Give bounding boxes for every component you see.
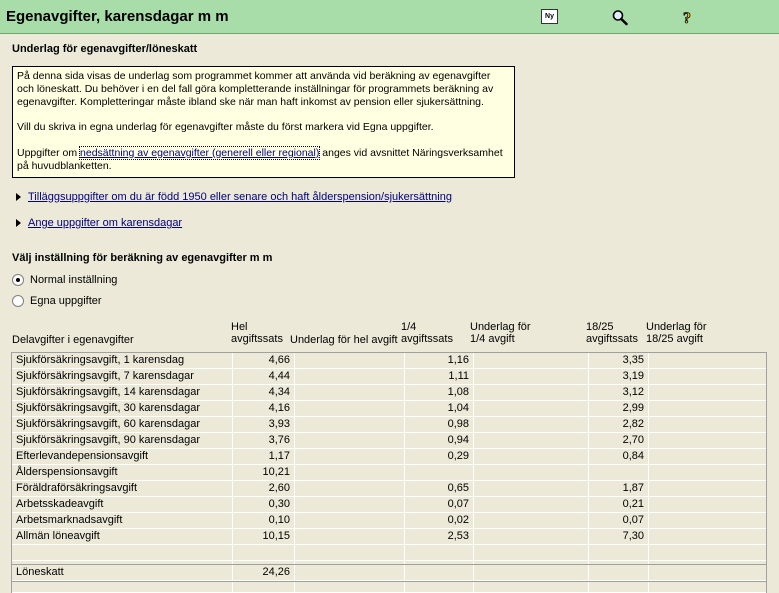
cell-hel-avgiftssats: 3,93 bbox=[233, 417, 295, 433]
col-header-line: 18/25 avgift bbox=[646, 333, 703, 345]
cell-name: Arbetsskadeavgift bbox=[12, 497, 233, 513]
cell-kvart-avgiftssats: 1,08 bbox=[405, 385, 474, 401]
empty-cell bbox=[474, 545, 589, 561]
cell-kvart-avgiftssats: 0,65 bbox=[405, 481, 474, 497]
radio-button[interactable] bbox=[12, 295, 24, 307]
empty-cell bbox=[649, 545, 766, 561]
expand-arrow-icon bbox=[16, 219, 21, 227]
cell-underlag-kvart[interactable] bbox=[474, 385, 589, 401]
tillagg-link[interactable]: Tilläggsuppgifter om du är född 1950 eller senare och haft ålderspension/sjukersättning bbox=[28, 191, 452, 203]
cell-kvart-avgiftssats: 0,94 bbox=[405, 433, 474, 449]
col-header-18-25 bbox=[586, 321, 638, 345]
cell-hel-avgiftssats: 4,66 bbox=[233, 353, 295, 369]
cell-underlag-kvart[interactable] bbox=[474, 401, 589, 417]
cell-kvart-avgiftssats: 0,98 bbox=[405, 417, 474, 433]
karens-link[interactable]: Ange uppgifter om karensdagar bbox=[28, 217, 183, 229]
cell-underlag-18-25[interactable] bbox=[649, 513, 766, 529]
table-row bbox=[12, 565, 766, 581]
info-p3-end: anges vid avsnittet Näringsverksamhet på huvudblanketten. bbox=[17, 146, 503, 172]
info-paragraph-2: Vill du skriva in egna underlag för egenavgifter måste du först markera vid Egna uppgifter. bbox=[17, 121, 434, 134]
cell-name: Sjukförsäkringsavgift, 90 karensdagar bbox=[12, 433, 233, 449]
cell-name: Efterlevandepensionsavgift bbox=[12, 449, 233, 465]
cell-underlag-hel[interactable] bbox=[295, 401, 405, 417]
cell-underlag-hel[interactable] bbox=[295, 529, 405, 545]
nedsattning-link[interactable]: nedsättning av egenavgifter (generell eller regional) bbox=[80, 146, 320, 159]
col-header-underlag-kvart bbox=[470, 321, 531, 345]
empty-cell bbox=[295, 545, 405, 561]
empty-cell bbox=[12, 545, 233, 561]
col-header-line: 1/4 bbox=[401, 321, 417, 333]
cell-name: Sjukförsäkringsavgift, 30 karensdagar bbox=[12, 401, 233, 417]
cell-kvart-avgiftssats: 1,16 bbox=[405, 353, 474, 369]
cell-underlag-hel[interactable] bbox=[295, 465, 405, 481]
cell-underlag-hel[interactable] bbox=[295, 481, 405, 497]
cell-underlag-kvart[interactable] bbox=[474, 369, 589, 385]
cell-hel-avgiftssats: 0,10 bbox=[233, 513, 295, 529]
cell-name: Arbetsmarknadsavgift bbox=[12, 513, 233, 529]
cell-underlag-18-25[interactable] bbox=[649, 401, 766, 417]
cell-kvart-avgiftssats: 2,53 bbox=[405, 529, 474, 545]
avgifter-table bbox=[11, 352, 767, 593]
cell-underlag-kvart[interactable] bbox=[474, 497, 589, 513]
col-header-line: avgiftssats bbox=[586, 333, 638, 345]
col-header-underlag-hel: Underlag för hel avgift bbox=[290, 334, 398, 346]
empty-cell bbox=[589, 545, 649, 561]
cell-underlag-18-25[interactable] bbox=[649, 433, 766, 449]
cell-kvart-avgiftssats: 0,07 bbox=[405, 497, 474, 513]
col-header-kvart bbox=[401, 321, 453, 345]
cell-kvart-avgiftssats: 0,02 bbox=[405, 513, 474, 529]
cell-underlag-hel[interactable] bbox=[295, 497, 405, 513]
col-header-line: avgiftssats bbox=[401, 333, 453, 345]
radio-egna-uppgifter[interactable] bbox=[12, 295, 102, 307]
cell-hel-avgiftssats: 4,34 bbox=[233, 385, 295, 401]
cell-18-25-avgiftssats: 3,35 bbox=[589, 353, 649, 369]
cell-kvart-avgiftssats bbox=[405, 465, 474, 481]
cell-hel-avgiftssats: 1,17 bbox=[233, 449, 295, 465]
loneskatt-table bbox=[11, 564, 767, 582]
cell-kvart-avgiftssats bbox=[405, 565, 474, 581]
table-row bbox=[12, 353, 766, 369]
cell-underlag-18-25[interactable] bbox=[649, 353, 766, 369]
cell-underlag-18-25[interactable] bbox=[649, 417, 766, 433]
info-paragraph-3 bbox=[17, 147, 510, 173]
cell-underlag-kvart[interactable] bbox=[474, 513, 589, 529]
cell-name: Föräldraförsäkringsavgift bbox=[12, 481, 233, 497]
table-row bbox=[12, 497, 766, 513]
cell-18-25-avgiftssats: 2,70 bbox=[589, 433, 649, 449]
cell-underlag-kvart[interactable] bbox=[474, 481, 589, 497]
cell-name: Ålderspensionsavgift bbox=[12, 465, 233, 481]
cell-name: Löneskatt bbox=[12, 565, 233, 581]
cell-kvart-avgiftssats: 1,04 bbox=[405, 401, 474, 417]
installning-heading: Välj inställning för beräkning av egenavgifter m m bbox=[12, 252, 273, 264]
karens-expander[interactable] bbox=[16, 217, 182, 229]
col-header-hel bbox=[231, 321, 283, 345]
col-header-delavgifter: Delavgifter i egenavgifter bbox=[12, 334, 134, 346]
cell-18-25-avgiftssats: 3,12 bbox=[589, 385, 649, 401]
cell-18-25-avgiftssats: 2,82 bbox=[589, 417, 649, 433]
tillagg-expander[interactable] bbox=[16, 191, 452, 203]
table-row bbox=[12, 401, 766, 417]
cell-name: Sjukförsäkringsavgift, 14 karensdagar bbox=[12, 385, 233, 401]
cell-underlag-hel[interactable] bbox=[295, 385, 405, 401]
cell-underlag-18-25[interactable] bbox=[649, 481, 766, 497]
cell-underlag-kvart[interactable] bbox=[474, 417, 589, 433]
cell-underlag-kvart[interactable] bbox=[474, 529, 589, 545]
cell-hel-avgiftssats: 3,76 bbox=[233, 433, 295, 449]
cell-kvart-avgiftssats: 1,11 bbox=[405, 369, 474, 385]
cell-18-25-avgiftssats: 0,21 bbox=[589, 497, 649, 513]
cell-underlag-hel[interactable] bbox=[295, 417, 405, 433]
col-header-line: Hel bbox=[231, 321, 248, 333]
cell-name: Allmän löneavgift bbox=[12, 529, 233, 545]
col-header-line: 18/25 bbox=[586, 321, 614, 333]
radio-label: Egna uppgifter bbox=[30, 295, 102, 307]
cell-underlag-hel[interactable] bbox=[295, 565, 405, 581]
cell-18-25-avgiftssats: 0,84 bbox=[589, 449, 649, 465]
search-icon[interactable] bbox=[611, 9, 629, 25]
cell-name: Sjukförsäkringsavgift, 60 karensdagar bbox=[12, 417, 233, 433]
cell-18-25-avgiftssats: 2,99 bbox=[589, 401, 649, 417]
table-row bbox=[12, 465, 766, 481]
cell-underlag-hel[interactable] bbox=[295, 449, 405, 465]
cell-underlag-hel[interactable] bbox=[295, 433, 405, 449]
help-icon[interactable] bbox=[680, 9, 698, 25]
cell-hel-avgiftssats: 2,60 bbox=[233, 481, 295, 497]
expand-arrow-icon bbox=[16, 193, 21, 201]
cell-hel-avgiftssats: 24,26 bbox=[233, 565, 295, 581]
cell-underlag-18-25[interactable] bbox=[649, 497, 766, 513]
window-titlebar bbox=[0, 0, 779, 34]
cell-underlag-18-25[interactable] bbox=[649, 465, 766, 481]
cell-kvart-avgiftssats: 0,29 bbox=[405, 449, 474, 465]
table-row bbox=[12, 529, 766, 545]
cell-underlag-18-25[interactable] bbox=[649, 385, 766, 401]
cell-18-25-avgiftssats: 3,19 bbox=[589, 369, 649, 385]
col-header-line: 1/4 avgift bbox=[470, 333, 515, 345]
cell-hel-avgiftssats: 4,16 bbox=[233, 401, 295, 417]
cell-name: Sjukförsäkringsavgift, 7 karensdagar bbox=[12, 369, 233, 385]
col-header-underlag-18-25 bbox=[646, 321, 707, 345]
table-row bbox=[12, 369, 766, 385]
cell-underlag-hel[interactable] bbox=[295, 513, 405, 529]
empty-table-row bbox=[12, 545, 766, 561]
radio-label: Normal inställning bbox=[30, 274, 118, 286]
col-header-line: Underlag för bbox=[646, 321, 707, 333]
radio-button[interactable] bbox=[12, 274, 24, 286]
cell-18-25-avgiftssats: 7,30 bbox=[589, 529, 649, 545]
cell-underlag-kvart[interactable] bbox=[474, 353, 589, 369]
info-p3-start: Uppgifter om bbox=[17, 146, 81, 159]
cell-18-25-avgiftssats bbox=[589, 565, 649, 581]
cell-18-25-avgiftssats: 1,87 bbox=[589, 481, 649, 497]
info-paragraph-1: På denna sida visas de underlag som programmet kommer att använda vid beräkning av egenavgifter och löneskatt. Du behöver i en del fall göra kompletterande inställningar för programmets beräkning av egenavgifter. Kompletteringar måste ibland ske när man haft inkomst av pension eller sjukersättning. bbox=[17, 70, 494, 108]
empty-cell bbox=[405, 545, 474, 561]
table-row bbox=[12, 433, 766, 449]
cell-underlag-hel[interactable] bbox=[295, 369, 405, 385]
cell-18-25-avgiftssats: 0,07 bbox=[589, 513, 649, 529]
col-header-line: avgiftssats bbox=[231, 333, 283, 345]
cell-underlag-kvart[interactable] bbox=[474, 565, 589, 581]
cell-18-25-avgiftssats bbox=[589, 465, 649, 481]
new-document-icon[interactable]: Ny bbox=[541, 9, 558, 24]
table-row bbox=[12, 481, 766, 497]
cell-underlag-kvart[interactable] bbox=[474, 449, 589, 465]
radio-normal-installning[interactable] bbox=[12, 274, 117, 286]
cell-hel-avgiftssats: 10,21 bbox=[233, 465, 295, 481]
cell-underlag-18-25[interactable] bbox=[649, 449, 766, 465]
empty-cell bbox=[233, 545, 295, 561]
cell-underlag-18-25[interactable] bbox=[649, 529, 766, 545]
cell-underlag-hel[interactable] bbox=[295, 353, 405, 369]
cell-hel-avgiftssats: 4,44 bbox=[233, 369, 295, 385]
table-row bbox=[12, 449, 766, 465]
underlag-heading: Underlag för egenavgifter/löneskatt bbox=[12, 43, 198, 55]
cell-underlag-kvart[interactable] bbox=[474, 465, 589, 481]
cell-underlag-kvart[interactable] bbox=[474, 433, 589, 449]
info-box bbox=[12, 66, 515, 178]
cell-name: Sjukförsäkringsavgift, 1 karensdag bbox=[12, 353, 233, 369]
table-row bbox=[12, 417, 766, 433]
cell-underlag-18-25[interactable] bbox=[649, 565, 766, 581]
window-title: Egenavgifter, karensdagar m m bbox=[6, 8, 229, 25]
table-row bbox=[12, 513, 766, 529]
cell-hel-avgiftssats: 10,15 bbox=[233, 529, 295, 545]
table-row bbox=[12, 385, 766, 401]
cell-hel-avgiftssats: 0,30 bbox=[233, 497, 295, 513]
cell-underlag-18-25[interactable] bbox=[649, 369, 766, 385]
svg-text:?: ? bbox=[683, 10, 691, 25]
col-header-line: Underlag för bbox=[470, 321, 531, 333]
